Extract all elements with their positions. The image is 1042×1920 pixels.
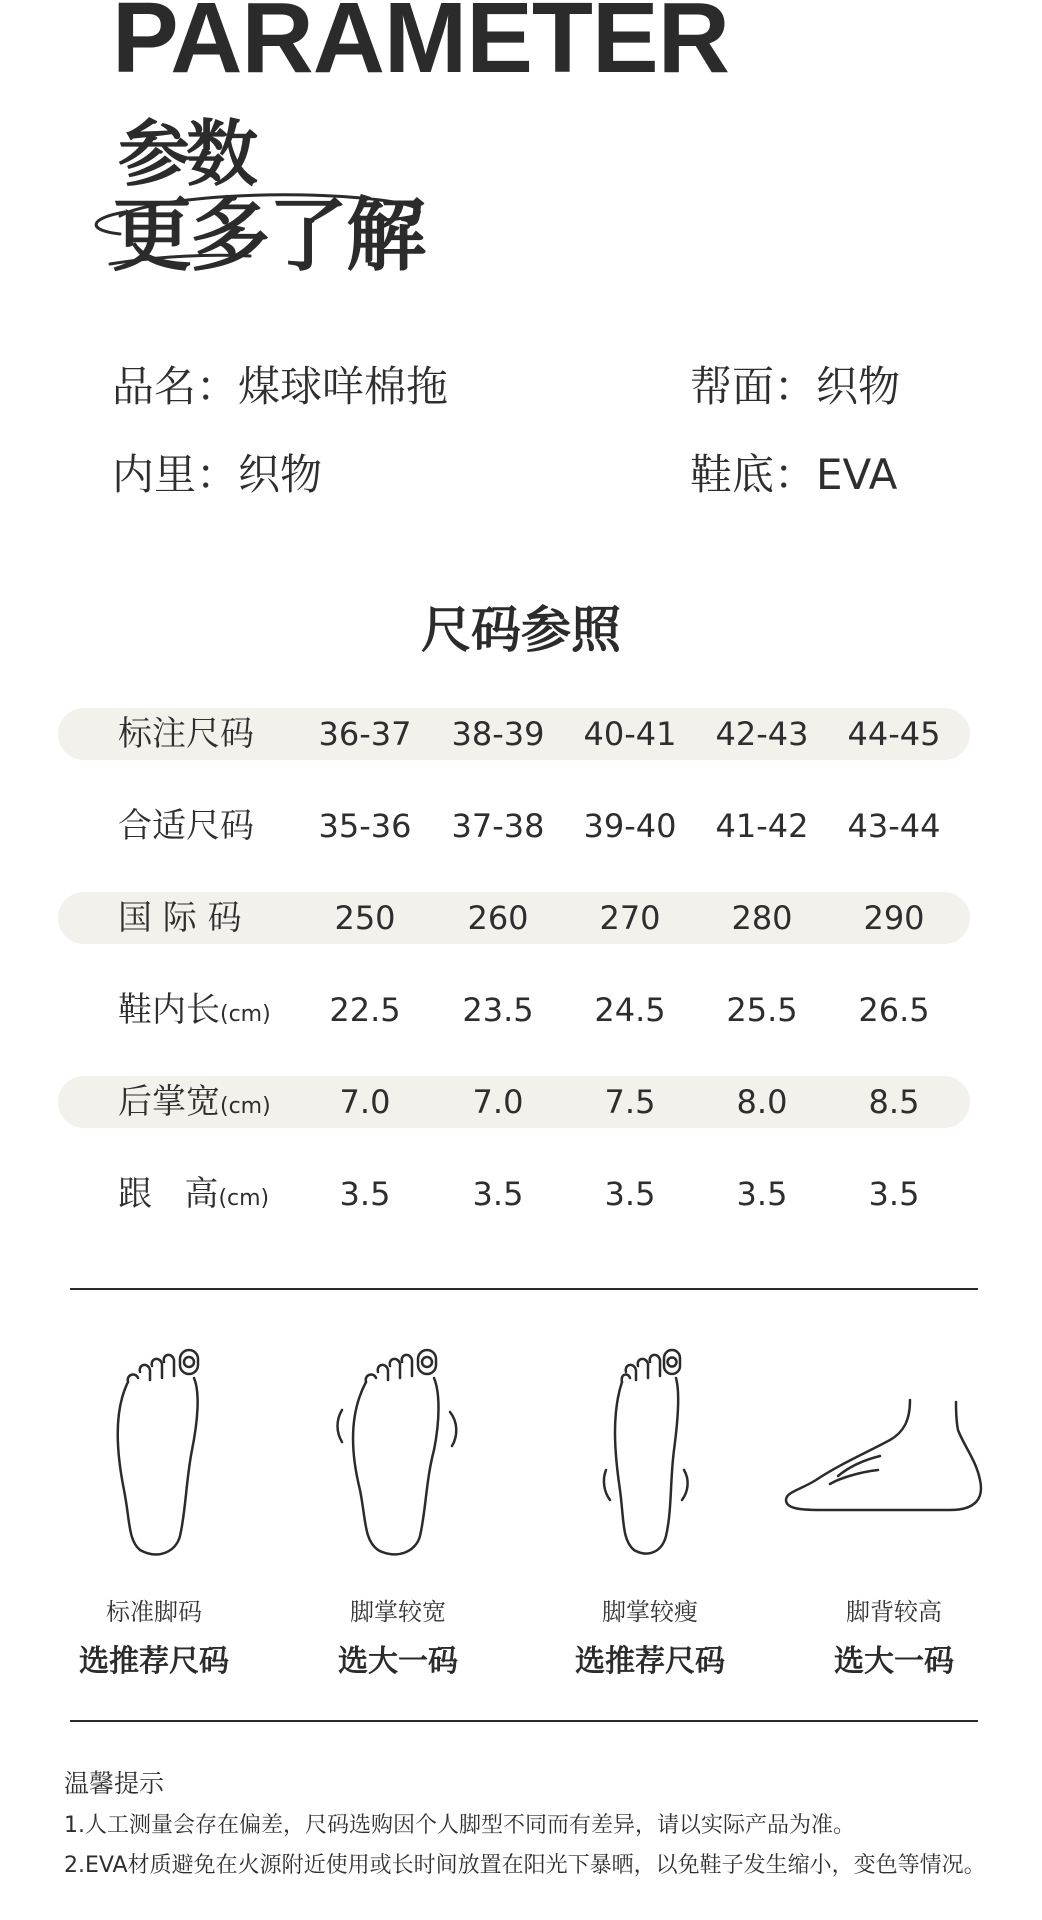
size-cell: 40-41: [583, 715, 677, 753]
spec-item-sole: [690, 450, 898, 499]
size-row-label: [118, 1168, 269, 1220]
foot-recommendation: 选大一码: [834, 1644, 954, 1679]
size-cell: 3.5: [736, 1175, 788, 1213]
size-cell: 23.5: [462, 991, 534, 1029]
foot-caption: 脚掌较宽: [350, 1598, 446, 1626]
size-cell: 7.5: [604, 1083, 656, 1121]
size-row: [58, 892, 970, 944]
size-cell: 3.5: [472, 1175, 524, 1213]
tips-title: 温馨提示: [64, 1769, 165, 1798]
spec-label: 内里：: [112, 450, 239, 499]
foot-caption: 脚背较高: [846, 1598, 942, 1626]
size-row-label-text: 鞋内长: [118, 990, 220, 1030]
spec-item-lining: [112, 450, 323, 499]
foot-caption: 脚掌较瘦: [602, 1598, 698, 1626]
size-row-label: [118, 1076, 271, 1128]
size-cell: 26.5: [858, 991, 930, 1029]
size-row: [58, 1076, 970, 1128]
spec-value: EVA: [816, 450, 898, 499]
size-row: [58, 708, 970, 760]
size-row-label: [118, 892, 242, 944]
size-row-unit: (cm): [218, 1186, 270, 1211]
size-cell: 7.0: [339, 1083, 391, 1121]
size-chart-heading: 尺码参照: [421, 601, 621, 659]
size-cell: 39-40: [583, 807, 677, 845]
size-row: [58, 800, 970, 852]
spec-value: 织物: [238, 450, 323, 499]
divider: [70, 1288, 978, 1290]
size-row-unit: (cm): [220, 1002, 271, 1027]
size-row-label: [118, 984, 271, 1036]
spec-item-name: [112, 362, 449, 411]
size-cell: 3.5: [604, 1175, 656, 1213]
page-title-cn-line2: 更多了解: [112, 189, 424, 282]
spec-label: 鞋底：: [690, 450, 817, 499]
size-cell: 8.0: [736, 1083, 788, 1121]
size-cell: 3.5: [868, 1175, 920, 1213]
high-instep-foot-icon: [780, 1380, 1000, 1530]
wide-foot-icon: [328, 1340, 468, 1560]
size-cell: 35-36: [318, 807, 412, 845]
page-title-cn-line1: 参数: [118, 112, 255, 196]
spec-value: 织物: [816, 362, 901, 411]
size-cell: 270: [599, 899, 661, 937]
size-cell: 43-44: [847, 807, 941, 845]
size-row-label: [118, 800, 254, 852]
foot-recommendation: 选推荐尺码: [575, 1644, 725, 1679]
size-cell: 280: [731, 899, 793, 937]
spec-value: 煤球咩棉拖: [238, 362, 449, 411]
size-cell: 3.5: [339, 1175, 391, 1213]
size-cell: 25.5: [726, 991, 798, 1029]
narrow-foot-icon: [590, 1340, 710, 1560]
page-title-en: PARAMETER: [112, 0, 729, 94]
size-row-label-text: 国 际 码: [118, 898, 242, 938]
size-cell: 36-37: [318, 715, 412, 753]
size-row: [58, 984, 970, 1036]
size-cell: 24.5: [594, 991, 666, 1029]
spec-label: 品名：: [112, 362, 239, 411]
foot-recommendation: 选推荐尺码: [79, 1644, 229, 1679]
tip-item: 1.人工测量会存在偏差，尺码选购因个人脚型不同而有差异，请以实际产品为准。: [64, 1813, 855, 1838]
size-cell: 37-38: [451, 807, 545, 845]
size-cell: 290: [863, 899, 925, 937]
size-row-label-text: 跟 高: [118, 1174, 219, 1214]
foot-caption: 标准脚码: [106, 1598, 202, 1626]
size-cell: 7.0: [472, 1083, 524, 1121]
size-cell: 41-42: [715, 807, 809, 845]
size-row-label-text: 后掌宽: [118, 1082, 220, 1122]
size-row-label-text: 合适尺码: [118, 806, 254, 846]
tip-item: 2.EVA材质避免在火源附近使用或长时间放置在阳光下暴晒，以免鞋子发生缩小，变色等情况。: [64, 1853, 986, 1878]
size-cell: 44-45: [847, 715, 941, 753]
size-cell: 22.5: [329, 991, 401, 1029]
size-row: [58, 1168, 970, 1220]
size-cell: 8.5: [868, 1083, 920, 1121]
spec-label: 帮面：: [690, 362, 817, 411]
foot-recommendation: 选大一码: [338, 1644, 458, 1679]
size-cell: 250: [334, 899, 396, 937]
divider: [70, 1720, 978, 1722]
spec-item-upper: [690, 362, 901, 411]
standard-foot-icon: [100, 1340, 220, 1560]
size-cell: 38-39: [451, 715, 545, 753]
size-cell: 42-43: [715, 715, 809, 753]
size-row-label-text: 标注尺码: [118, 714, 254, 754]
size-row-unit: (cm): [220, 1094, 271, 1119]
size-cell: 260: [467, 899, 529, 937]
size-row-label: [118, 708, 254, 760]
